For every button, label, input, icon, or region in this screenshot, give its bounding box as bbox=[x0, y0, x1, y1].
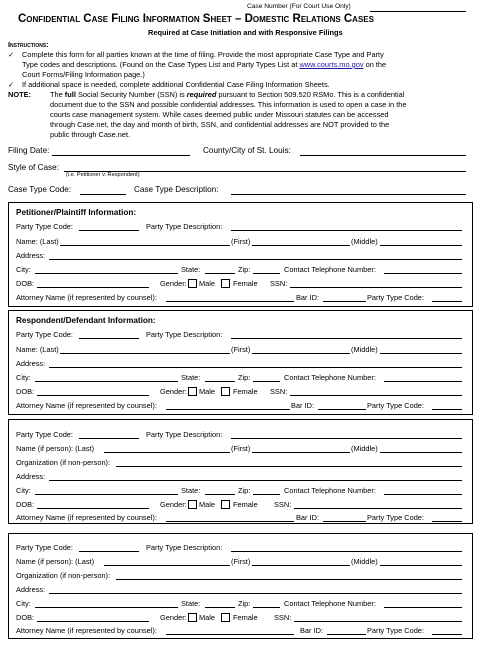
zip-field[interactable] bbox=[253, 273, 280, 274]
address-label: Address: bbox=[16, 585, 46, 594]
attorney-party-type-code-field[interactable] bbox=[432, 409, 462, 410]
city-label: City: bbox=[16, 373, 31, 382]
attorney-party-type-code-label: Party Type Code: bbox=[367, 401, 424, 410]
phone-label: Contact Telephone Number: bbox=[284, 373, 376, 382]
filing-date-field[interactable] bbox=[52, 155, 190, 156]
attorney-party-type-code-label: Party Type Code: bbox=[367, 293, 424, 302]
party-type-description-label: Party Type Description: bbox=[146, 330, 223, 339]
ssn-label: SSN: bbox=[270, 279, 288, 288]
case-type-description-label: Case Type Description: bbox=[134, 185, 219, 194]
male-checkbox[interactable] bbox=[188, 500, 197, 509]
male-label: Male bbox=[199, 613, 216, 622]
name-middle-field[interactable] bbox=[380, 353, 462, 354]
ssn-field[interactable] bbox=[290, 395, 462, 396]
state-field[interactable] bbox=[205, 273, 235, 274]
case-type-code-field[interactable] bbox=[80, 194, 126, 195]
male-label: Male bbox=[199, 279, 216, 288]
phone-label: Contact Telephone Number: bbox=[284, 486, 376, 495]
phone-field[interactable] bbox=[384, 607, 462, 608]
name-middle-label: (Middle) bbox=[351, 345, 378, 354]
attorney-party-type-code-field[interactable] bbox=[432, 521, 462, 522]
address-field[interactable] bbox=[49, 480, 462, 481]
bar-id-field[interactable] bbox=[318, 409, 366, 410]
zip-field[interactable] bbox=[253, 494, 280, 495]
organization-field[interactable] bbox=[116, 466, 462, 467]
check-icon: ✓ bbox=[8, 50, 15, 59]
attorney-label: Attorney Name (if represented by counsel): bbox=[16, 626, 157, 635]
party-type-code-field[interactable] bbox=[79, 338, 139, 339]
name-middle-field[interactable] bbox=[380, 565, 462, 566]
party-type-description-field[interactable] bbox=[231, 230, 462, 231]
ssn-label: SSN: bbox=[274, 500, 292, 509]
dob-field[interactable] bbox=[37, 621, 149, 622]
instruction-2: If additional space is needed, complete additional Confidential Case Filing Information Sheets. bbox=[22, 80, 330, 89]
female-label: Female bbox=[233, 613, 258, 622]
ssn-label: SSN: bbox=[274, 613, 292, 622]
state-label: State: bbox=[181, 486, 201, 495]
dob-field[interactable] bbox=[37, 508, 149, 509]
name-last-label: Name: (Last) bbox=[16, 237, 59, 246]
gender-label: Gender: bbox=[160, 500, 187, 509]
attorney-field[interactable] bbox=[166, 634, 294, 635]
female-label: Female bbox=[233, 500, 258, 509]
address-label: Address: bbox=[16, 251, 46, 260]
phone-field[interactable] bbox=[384, 273, 462, 274]
phone-field[interactable] bbox=[384, 381, 462, 382]
female-label: Female bbox=[233, 279, 258, 288]
name-first-field[interactable] bbox=[252, 353, 350, 354]
case-number-label: Case Number (For Court Use Only) bbox=[247, 3, 351, 10]
bar-id-field[interactable] bbox=[323, 301, 366, 302]
zip-label: Zip: bbox=[238, 373, 251, 382]
note-line-5: public through Case.net. bbox=[50, 130, 131, 139]
gender-label: Gender: bbox=[160, 387, 187, 396]
party-type-code-label: Party Type Code: bbox=[16, 222, 73, 231]
name-middle-label: (Middle) bbox=[351, 557, 378, 566]
party-type-code-label: Party Type Code: bbox=[16, 543, 73, 552]
name-middle-field[interactable] bbox=[380, 245, 462, 246]
form-subtitle: Required at Case Initiation and with Responsive Filings bbox=[148, 28, 343, 37]
name-middle-label: (Middle) bbox=[351, 444, 378, 453]
female-label: Female bbox=[233, 387, 258, 396]
dob-label: DOB: bbox=[16, 387, 35, 396]
case-type-description-field[interactable] bbox=[231, 194, 466, 195]
dob-label: DOB: bbox=[16, 500, 35, 509]
party-type-code-field[interactable] bbox=[79, 230, 139, 231]
city-field[interactable] bbox=[35, 381, 178, 382]
name-last-field[interactable] bbox=[60, 245, 230, 246]
dob-field[interactable] bbox=[37, 287, 149, 288]
address-field[interactable] bbox=[49, 259, 462, 260]
ssn-label: SSN: bbox=[270, 387, 288, 396]
party-type-description-field[interactable] bbox=[231, 551, 462, 552]
courts-website-link[interactable]: www.courts.mo.gov bbox=[299, 60, 364, 69]
attorney-party-type-code-field[interactable] bbox=[432, 634, 462, 635]
attorney-field[interactable] bbox=[166, 521, 294, 522]
phone-label: Contact Telephone Number: bbox=[284, 599, 376, 608]
dob-field[interactable] bbox=[37, 395, 149, 396]
attorney-label: Attorney Name (if represented by counsel): bbox=[16, 401, 157, 410]
party-type-description-label: Party Type Description: bbox=[146, 222, 223, 231]
zip-label: Zip: bbox=[238, 265, 251, 274]
phone-label: Contact Telephone Number: bbox=[284, 265, 376, 274]
male-label: Male bbox=[199, 500, 216, 509]
filing-date-label: Filing Date: bbox=[8, 146, 50, 155]
zip-label: Zip: bbox=[238, 486, 251, 495]
state-field[interactable] bbox=[205, 381, 235, 382]
state-field[interactable] bbox=[205, 494, 235, 495]
address-label: Address: bbox=[16, 472, 46, 481]
city-field[interactable] bbox=[35, 494, 178, 495]
instruction-1-line-2: Type codes and descriptions. (Found on the Case Types List and Party Types List at www.courts.mo.gov on the bbox=[22, 60, 387, 69]
petitioner-heading: Petitioner/Plaintiff Information: bbox=[16, 208, 137, 217]
name-last-label: Name (if person): (Last) bbox=[16, 557, 95, 566]
ssn-field[interactable] bbox=[294, 621, 462, 622]
name-middle-field[interactable] bbox=[380, 452, 462, 453]
party-type-code-field[interactable] bbox=[79, 438, 139, 439]
attorney-field[interactable] bbox=[166, 409, 290, 410]
organization-field[interactable] bbox=[116, 579, 462, 580]
female-checkbox[interactable] bbox=[221, 613, 230, 622]
name-first-label: (First) bbox=[231, 237, 251, 246]
note-line-2: document due to the SSN and possible confidential addresses. This information is used to open a case in the bbox=[50, 100, 407, 109]
bar-id-label: Bar ID: bbox=[291, 401, 314, 410]
female-checkbox[interactable] bbox=[221, 387, 230, 396]
additional-party-section-2 bbox=[8, 533, 473, 639]
city-label: City: bbox=[16, 599, 31, 608]
name-first-label: (First) bbox=[231, 345, 251, 354]
name-last-label: Name: (Last) bbox=[16, 345, 59, 354]
attorney-label: Attorney Name (if represented by counsel): bbox=[16, 293, 157, 302]
address-field[interactable] bbox=[49, 593, 462, 594]
gender-label: Gender: bbox=[160, 279, 187, 288]
male-checkbox[interactable] bbox=[188, 613, 197, 622]
address-field[interactable] bbox=[49, 367, 462, 368]
name-first-label: (First) bbox=[231, 557, 251, 566]
case-type-code-label: Case Type Code: bbox=[8, 185, 72, 194]
male-checkbox[interactable] bbox=[188, 279, 197, 288]
party-type-code-label: Party Type Code: bbox=[16, 330, 73, 339]
male-checkbox[interactable] bbox=[188, 387, 197, 396]
organization-label: Organization (if non-person): bbox=[16, 458, 111, 467]
instruction-1-line-1: Complete this form for all parties known at the time of filing. Provide the most appropriate Case Type and Party bbox=[22, 50, 384, 59]
state-label: State: bbox=[181, 265, 201, 274]
name-last-field[interactable] bbox=[60, 353, 230, 354]
note-label: NOTE: bbox=[8, 90, 31, 99]
respondent-section bbox=[8, 310, 473, 415]
note-line-4: through Case.net, the day and month of birth, SSN, and confidential addresses are NOT provided to the bbox=[50, 120, 390, 129]
attorney-field[interactable] bbox=[166, 301, 294, 302]
city-field[interactable] bbox=[35, 273, 178, 274]
attorney-party-type-code-label: Party Type Code: bbox=[367, 626, 424, 635]
attorney-label: Attorney Name (if represented by counsel): bbox=[16, 513, 157, 522]
dob-label: DOB: bbox=[16, 613, 35, 622]
zip-field[interactable] bbox=[253, 607, 280, 608]
city-label: City: bbox=[16, 486, 31, 495]
party-type-code-field[interactable] bbox=[79, 551, 139, 552]
male-label: Male bbox=[199, 387, 216, 396]
organization-label: Organization (if non-person): bbox=[16, 571, 111, 580]
instruction-1-line-3: Court Forms/Filing Information page.) bbox=[22, 70, 145, 79]
state-field[interactable] bbox=[205, 607, 235, 608]
party-type-description-label: Party Type Description: bbox=[146, 430, 223, 439]
attorney-party-type-code-label: Party Type Code: bbox=[367, 513, 424, 522]
bar-id-field[interactable] bbox=[327, 634, 366, 635]
bar-id-label: Bar ID: bbox=[296, 513, 319, 522]
female-checkbox[interactable] bbox=[221, 500, 230, 509]
city-field[interactable] bbox=[35, 607, 178, 608]
note-line-1: The full Social Security Number (SSN) is required pursuant to Section 509.520 RSMo. This is a confidential bbox=[50, 90, 405, 99]
state-label: State: bbox=[181, 373, 201, 382]
ssn-field[interactable] bbox=[290, 287, 462, 288]
dob-label: DOB: bbox=[16, 279, 35, 288]
party-type-description-label: Party Type Description: bbox=[146, 543, 223, 552]
bar-id-label: Bar ID: bbox=[296, 293, 319, 302]
name-last-field[interactable] bbox=[104, 565, 230, 566]
instructions-heading: Instructions: bbox=[8, 40, 49, 49]
party-type-code-label: Party Type Code: bbox=[16, 430, 73, 439]
phone-field[interactable] bbox=[384, 494, 462, 495]
bar-id-field[interactable] bbox=[323, 521, 366, 522]
petitioner-section bbox=[8, 202, 473, 307]
zip-label: Zip: bbox=[238, 599, 251, 608]
name-first-field[interactable] bbox=[252, 245, 350, 246]
style-of-case-label: Style of Case: bbox=[8, 163, 59, 172]
city-label: City: bbox=[16, 265, 31, 274]
county-field[interactable] bbox=[300, 155, 466, 156]
note-line-3: courts case management system. While cases deemed public under Missouri statutes can be accessed bbox=[50, 110, 389, 119]
party-type-description-field[interactable] bbox=[231, 438, 462, 439]
check-icon: ✓ bbox=[8, 80, 15, 89]
bar-id-label: Bar ID: bbox=[300, 626, 323, 635]
female-checkbox[interactable] bbox=[221, 279, 230, 288]
style-of-case-hint: (i.e. Petitioner v. Respondent) bbox=[66, 172, 140, 178]
name-last-label: Name (if person): (Last) bbox=[16, 444, 95, 453]
state-label: State: bbox=[181, 599, 201, 608]
name-last-field[interactable] bbox=[104, 452, 230, 453]
ssn-field[interactable] bbox=[294, 508, 462, 509]
respondent-heading: Respondent/Defendant Information: bbox=[16, 316, 156, 325]
gender-label: Gender: bbox=[160, 613, 187, 622]
zip-field[interactable] bbox=[253, 381, 280, 382]
name-first-field[interactable] bbox=[252, 565, 350, 566]
party-type-description-field[interactable] bbox=[231, 338, 462, 339]
attorney-party-type-code-field[interactable] bbox=[432, 301, 462, 302]
case-number-field[interactable] bbox=[370, 11, 466, 12]
name-middle-label: (Middle) bbox=[351, 237, 378, 246]
name-first-field[interactable] bbox=[252, 452, 350, 453]
address-label: Address: bbox=[16, 359, 46, 368]
name-first-label: (First) bbox=[231, 444, 251, 453]
form-title: Confidential Case Filing Information Sheet – Domestic Relations Cases bbox=[18, 13, 374, 25]
county-label: County/City of St. Louis: bbox=[203, 146, 291, 155]
